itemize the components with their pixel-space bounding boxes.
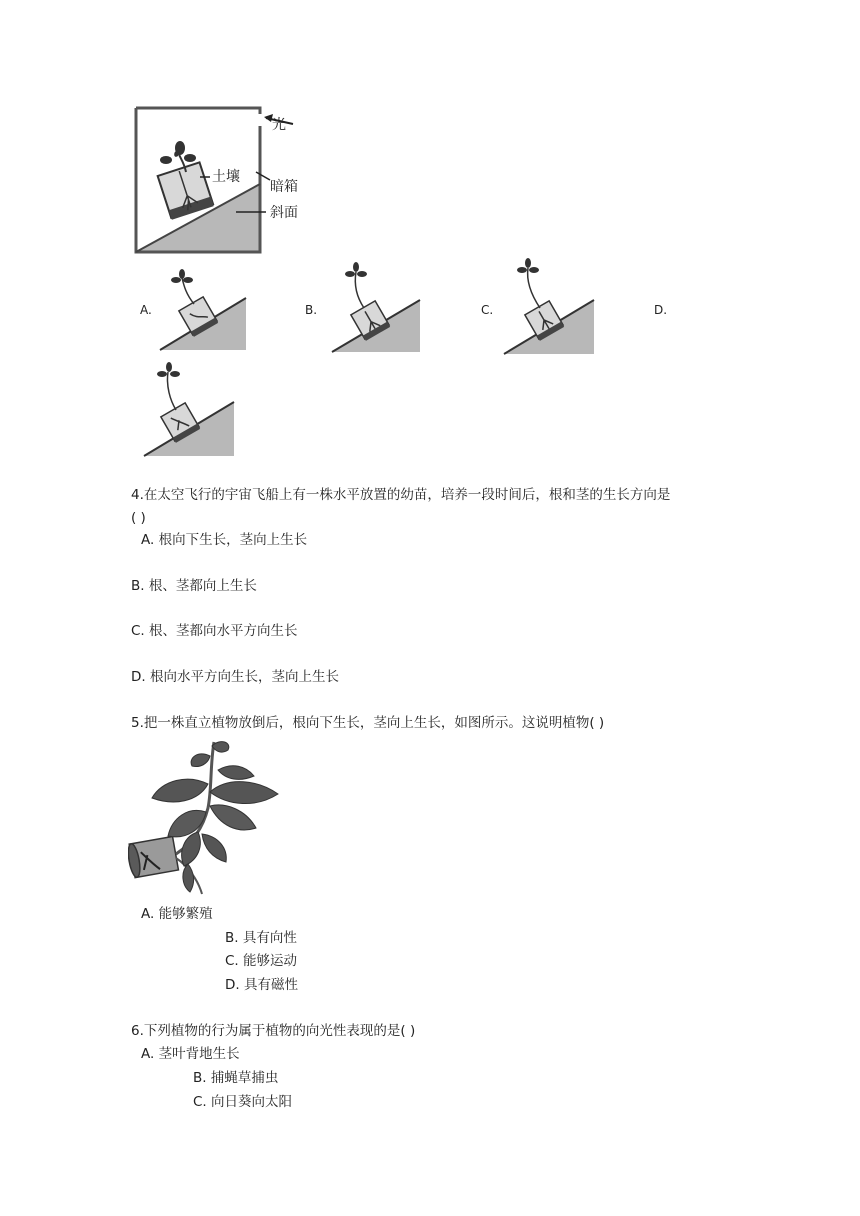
q6-option-c: C. 向日葵向太阳 [193,1094,293,1110]
q3-option-c-figure [502,256,596,356]
q4-option-b: B. 根、茎都向上生长 [131,578,257,594]
q4-blank: ( ) [131,510,146,526]
q4-stem: 4.在太空飞行的宇宙飞船上有一株水平放置的幼苗，培养一段时间后，根和茎的生长方向是 [131,487,671,503]
label-light: 光 [272,117,286,133]
q3-option-b-figure [330,258,422,354]
q4-option-a: A. 根向下生长，茎向上生长 [141,532,308,548]
q4-option-d: D. 根向水平方向生长，茎向上生长 [131,669,339,685]
q6-option-b: B. 捕蝇草捕虫 [193,1070,279,1086]
q3-option-b-label: B. [305,303,318,317]
label-dark-box: 暗箱 [270,179,298,195]
q5-stem: 5.把一株直立植物放倒后，根向下生长，茎向上生长，如图所示。这说明植物( ) [131,715,605,731]
label-slope: 斜面 [270,205,298,221]
q6-option-a: A. 茎叶背地生长 [141,1046,240,1062]
q5-option-a: A. 能够繁殖 [141,906,213,922]
q6-stem: 6.下列植物的行为属于植物的向光性表现的是( ) [131,1023,416,1039]
q5-option-c: C. 能够运动 [225,953,298,969]
label-soil: 土壤 [212,169,240,185]
q5-figure-fallen-plant [128,736,298,900]
q5-option-d: D. 具有磁性 [225,977,298,993]
q3-option-d-label: D. [654,303,668,317]
q3-option-a-label: A. [140,303,152,317]
q3-option-a-figure [158,266,248,352]
q3-option-c-label: C. [481,303,494,317]
q3-option-d-figure [142,360,236,458]
q4-option-c: C. 根、茎都向水平方向生长 [131,623,298,639]
figure-dark-box [128,100,328,260]
q5-option-b: B. 具有向性 [225,930,297,946]
